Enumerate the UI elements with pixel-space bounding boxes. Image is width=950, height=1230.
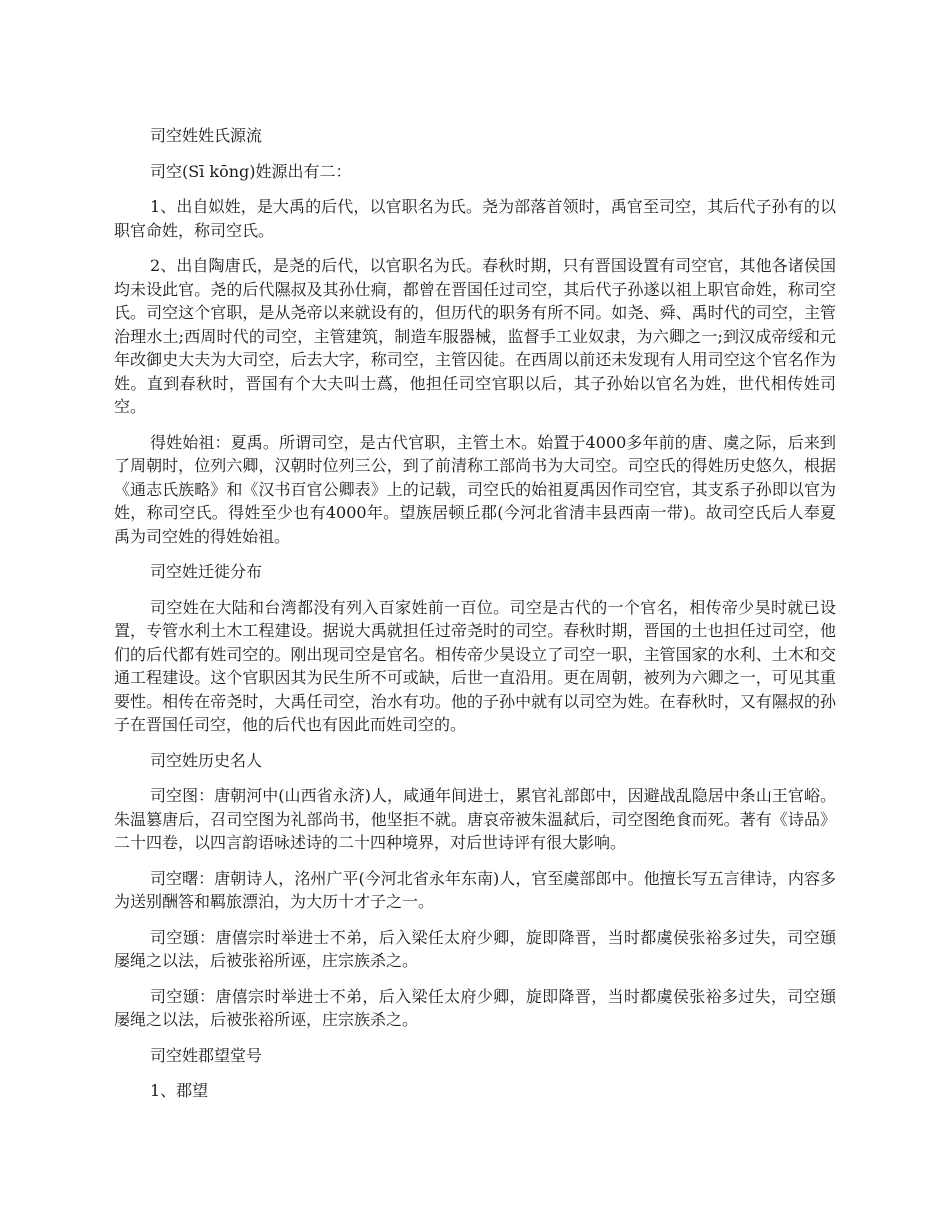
paragraph-figure-situ: 司空图：唐朝河中(山西省永济)人，咸通年间进士，累官礼部郎中，因避战乱隐居中条山王官峪。朱温篡唐后，召司空图为礼部尚书，他坚拒不就。唐哀帝被朱温弑后，司空图绝食而死。著有《诗品》二十四卷，以四言韵语咏述诗的二十四种境界，对后世诗评有很大影响。 — [114, 786, 836, 852]
paragraph-origin-2: 2、出自陶唐氏，是尧的后代，以官职名为氏。春秋时期，只有晋国设置有司空官，其他各诸侯国均未设此官。尧的后代隰叔及其孙仕痌，都曾在晋国任过司空，其后代子孙遂以祖上职官命姓，称司空氏。司空这个官职，是从尧帝以来就设有的，但历代的职务有所不同。如尧、舜、禹时代的司空，主管治理水土;西周时代的司空，主管建筑，制造车服器械，监督手工业奴隶，为六卿之一;到汉成帝绥和元年改御史大夫为大司空，后去大字，称司空，主管囚徒。在西周以前还未发现有人用司空这个官名作为姓。直到春秋时，晋国有个大夫叫士蔿，他担任司空官职以后，其子孙始以官名为姓，世代相传姓司空。 — [114, 256, 836, 416]
subheading-commandery: 1、郡望 — [150, 1081, 209, 1100]
document-body — [114, 124, 836, 1115]
section-heading-commandery: 司空姓郡望堂号 — [150, 1045, 263, 1065]
section-heading-figures: 司空姓历史名人 — [150, 750, 263, 770]
paragraph-ancestor: 得姓始祖：夏禹。所谓司空，是古代官职，主管土木。始置于4000多年前的唐、虞之际，后来到了周朝时，位列六卿，汉朝时位列三公，到了前清称工部尚书为大司空。司空氏的得姓历史悠久，根据《通志氏族略》和《汉书百官公卿表》上的记载，司空氏的始祖夏禹因作司空官，其支系子孙即以官为姓，称司空氏。得姓至少也有4000年。望族居顿丘郡(今河北省清丰县西南一带)。故司空氏后人奉夏禹为司空姓的得姓始祖。 — [114, 432, 836, 546]
paragraph-migration: 司空姓在大陆和台湾都没有列入百家姓前一百位。司空是古代的一个官名，相传帝少昊时就已设置，专管水利土木工程建设。据说大禹就担任过帝尧时的司空。春秋时期，晋国的土也担任过司空，他们的后代都有姓司空的。刚出现司空是官名。相传帝少昊设立了司空一职，主管国家的水利、土木和交通工程建设。这个官职因其为民生所不可或缺，后世一直沿用。更在周朝，被列为六卿之一，可见其重要性。相传在帝尧时，大禹任司空，治水有功。他的子孙中就有以司空为姓。在春秋时，又有隰叔的孙子在晋国任司空，他的后代也有因此而姓司空的。 — [114, 597, 836, 734]
page-title: 司空姓姓氏源流 — [150, 126, 263, 145]
paragraph-figure-siting-2: 司空頲：唐僖宗时举进士不弟，后入梁任太府少卿，旋即降晋，当时都虞侯张裕多过失，司空頲屡绳之以法，后被张裕所诬，庄宗族杀之。 — [114, 986, 836, 1029]
paragraph-origin-intro: 司空(Sī kōng)姓源出有二： — [150, 161, 352, 181]
section-heading-migration: 司空姓迁徙分布 — [150, 562, 263, 581]
paragraph-origin-1: 1、出自姒姓，是大禹的后代，以官职名为氏。尧为部落首领时，禹官至司空，其后代子孙有的以职官命姓，称司空氏。 — [114, 197, 836, 240]
paragraph-figure-siting-1: 司空頲：唐僖宗时举进士不弟，后入梁任太府少卿，旋即降晋，当时都虞侯张裕多过失，司空頲屡绳之以法，后被张裕所诬，庄宗族杀之。 — [114, 927, 836, 970]
paragraph-figure-sishu: 司空曙：唐朝诗人，洺州广平(今河北省永年东南)人，官至虞部郎中。他擅长写五言律诗，内容多为送别酬答和羁旅漂泊，为大历十才子之一。 — [114, 868, 836, 911]
